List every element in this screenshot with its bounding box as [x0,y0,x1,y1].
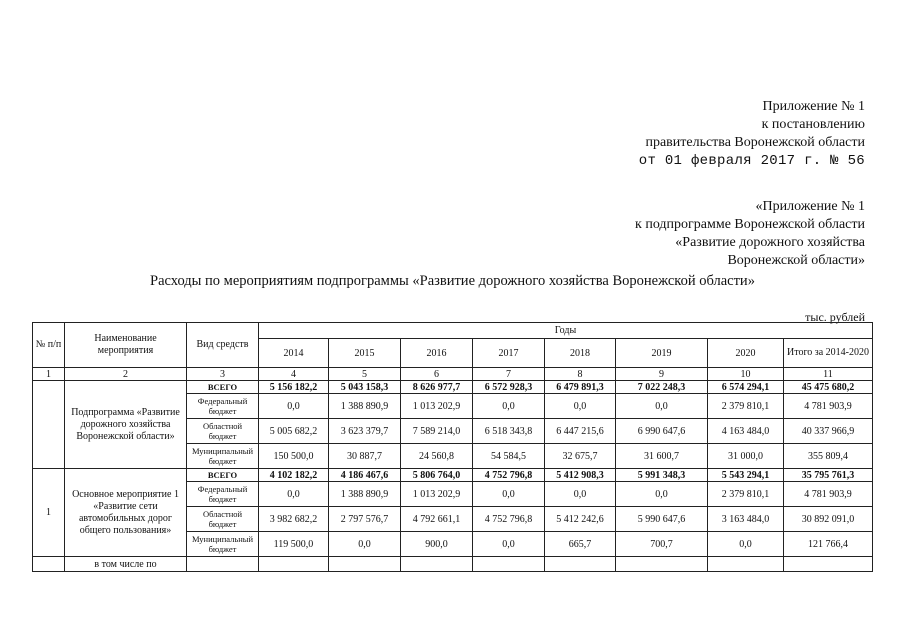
value-cell: 30 892 091,0 [784,507,873,532]
value-cell: 0,0 [545,482,616,507]
value-cell: 5 156 182,2 [259,381,329,394]
sub-appendix-line-3: «Развитие дорожного хозяйства [675,235,865,250]
value-cell: 2 379 810,1 [708,394,784,419]
value-cell: 0,0 [708,532,784,557]
value-cell: 4 781 903,9 [784,394,873,419]
value-cell [259,557,329,572]
value-cell: 54 584,5 [473,444,545,469]
column-number: 5 [329,368,401,381]
value-cell [545,557,616,572]
value-cell: 5 412 908,3 [545,469,616,482]
value-cell: 355 809,4 [784,444,873,469]
value-cell: 4 186 467,6 [329,469,401,482]
value-cell: 31 600,7 [616,444,708,469]
value-cell: 5 005 682,2 [259,419,329,444]
value-cell: 0,0 [616,394,708,419]
units-label: тыс. рублей [805,310,865,324]
value-cell: 1 013 202,9 [401,482,473,507]
funding-type: Федеральный бюджет [187,482,259,507]
appendix-header [639,98,865,170]
value-cell: 7 589 214,0 [401,419,473,444]
header-year: 2019 [616,339,708,368]
column-number: 1 [33,368,65,381]
value-cell: 24 560,8 [401,444,473,469]
value-cell: 121 766,4 [784,532,873,557]
appendix-line-1: Приложение № 1 [762,99,865,114]
value-cell: 6 479 891,3 [545,381,616,394]
value-cell: 6 990 647,6 [616,419,708,444]
row-number [33,557,65,572]
column-number: 11 [784,368,873,381]
value-cell: 6 518 343,8 [473,419,545,444]
expenses-table [32,322,873,572]
funding-type: Муниципальный бюджет [187,532,259,557]
header-year: 2016 [401,339,473,368]
column-number: 4 [259,368,329,381]
column-number: 6 [401,368,473,381]
table-row [33,557,873,572]
value-cell [616,557,708,572]
header-years: Годы [259,323,873,339]
value-cell: 1 013 202,9 [401,394,473,419]
row-number [33,381,65,469]
subprogram-appendix-header [635,198,865,270]
value-cell: 5 043 158,3 [329,381,401,394]
value-cell: 2 379 810,1 [708,482,784,507]
value-cell: 4 102 182,2 [259,469,329,482]
header-year: 2015 [329,339,401,368]
value-cell: 4 752 796,8 [473,469,545,482]
value-cell: 7 022 248,3 [616,381,708,394]
header-name: Наименование мероприятия [65,323,187,368]
activity-name: в том числе по [65,557,187,572]
value-cell: 3 623 379,7 [329,419,401,444]
header-year: 2017 [473,339,545,368]
value-cell: 0,0 [329,532,401,557]
value-cell: 4 752 796,8 [473,507,545,532]
value-cell: 6 574 294,1 [708,381,784,394]
value-cell: 0,0 [473,532,545,557]
table-row [33,469,873,482]
value-cell [473,557,545,572]
document-title: Расходы по мероприятиям подпрограммы «Развитие дорожного хозяйства Воронежской области» [150,273,755,289]
value-cell: 0,0 [259,394,329,419]
value-cell: 4 781 903,9 [784,482,873,507]
value-cell: 5 990 647,6 [616,507,708,532]
value-cell: 2 797 576,7 [329,507,401,532]
value-cell: 5 543 294,1 [708,469,784,482]
value-cell [401,557,473,572]
funding-type: ВСЕГО [187,381,259,394]
value-cell: 3 163 484,0 [708,507,784,532]
value-cell: 665,7 [545,532,616,557]
value-cell [708,557,784,572]
value-cell: 32 675,7 [545,444,616,469]
header-type: Вид средств [187,323,259,368]
decree-date-number: от 01 февраля 2017 г. № 56 [638,153,865,169]
value-cell: 900,0 [401,532,473,557]
value-cell: 40 337 966,9 [784,419,873,444]
appendix-line-2: к постановлению [761,117,865,132]
value-cell: 1 388 890,9 [329,482,401,507]
value-cell: 5 991 348,3 [616,469,708,482]
value-cell: 6 447 215,6 [545,419,616,444]
funding-type: Федеральный бюджет [187,394,259,419]
value-cell: 0,0 [473,394,545,419]
column-number: 10 [708,368,784,381]
value-cell: 119 500,0 [259,532,329,557]
sub-appendix-line-1: «Приложение № 1 [755,199,865,214]
column-number: 8 [545,368,616,381]
value-cell: 45 475 680,2 [784,381,873,394]
funding-type: ВСЕГО [187,469,259,482]
value-cell: 5 806 764,0 [401,469,473,482]
funding-type: Областной бюджет [187,419,259,444]
column-number: 2 [65,368,187,381]
value-cell: 0,0 [259,482,329,507]
value-cell: 3 982 682,2 [259,507,329,532]
appendix-line-3: правительства Воронежской области [645,135,865,150]
value-cell: 0,0 [545,394,616,419]
activity-name: Подпрограмма «Развитие дорожного хозяйства Воронежской области» [65,381,187,469]
column-number: 9 [616,368,708,381]
value-cell: 700,7 [616,532,708,557]
header-total: Итого за 2014-2020 [784,339,873,368]
value-cell: 6 572 928,3 [473,381,545,394]
sub-appendix-line-4: Воронежской области» [727,253,865,268]
column-number: 7 [473,368,545,381]
value-cell: 35 795 761,3 [784,469,873,482]
value-cell: 5 412 242,6 [545,507,616,532]
sub-appendix-line-2: к подпрограмме Воронежской области [635,217,865,232]
header-year: 2014 [259,339,329,368]
funding-type: Областной бюджет [187,507,259,532]
funding-type [187,557,259,572]
value-cell: 150 500,0 [259,444,329,469]
value-cell: 4 792 661,1 [401,507,473,532]
value-cell [329,557,401,572]
value-cell: 30 887,7 [329,444,401,469]
activity-name: Основное мероприятие 1 «Развитие сети автомобильных дорог общего пользования» [65,469,187,557]
table-row [33,381,873,394]
value-cell: 0,0 [616,482,708,507]
value-cell: 4 163 484,0 [708,419,784,444]
value-cell: 1 388 890,9 [329,394,401,419]
column-number: 3 [187,368,259,381]
row-number: 1 [33,469,65,557]
funding-type: Муниципальный бюджет [187,444,259,469]
value-cell: 0,0 [473,482,545,507]
header-no: № п/п [33,323,65,368]
value-cell: 31 000,0 [708,444,784,469]
header-year: 2018 [545,339,616,368]
value-cell: 8 626 977,7 [401,381,473,394]
value-cell [784,557,873,572]
header-year: 2020 [708,339,784,368]
